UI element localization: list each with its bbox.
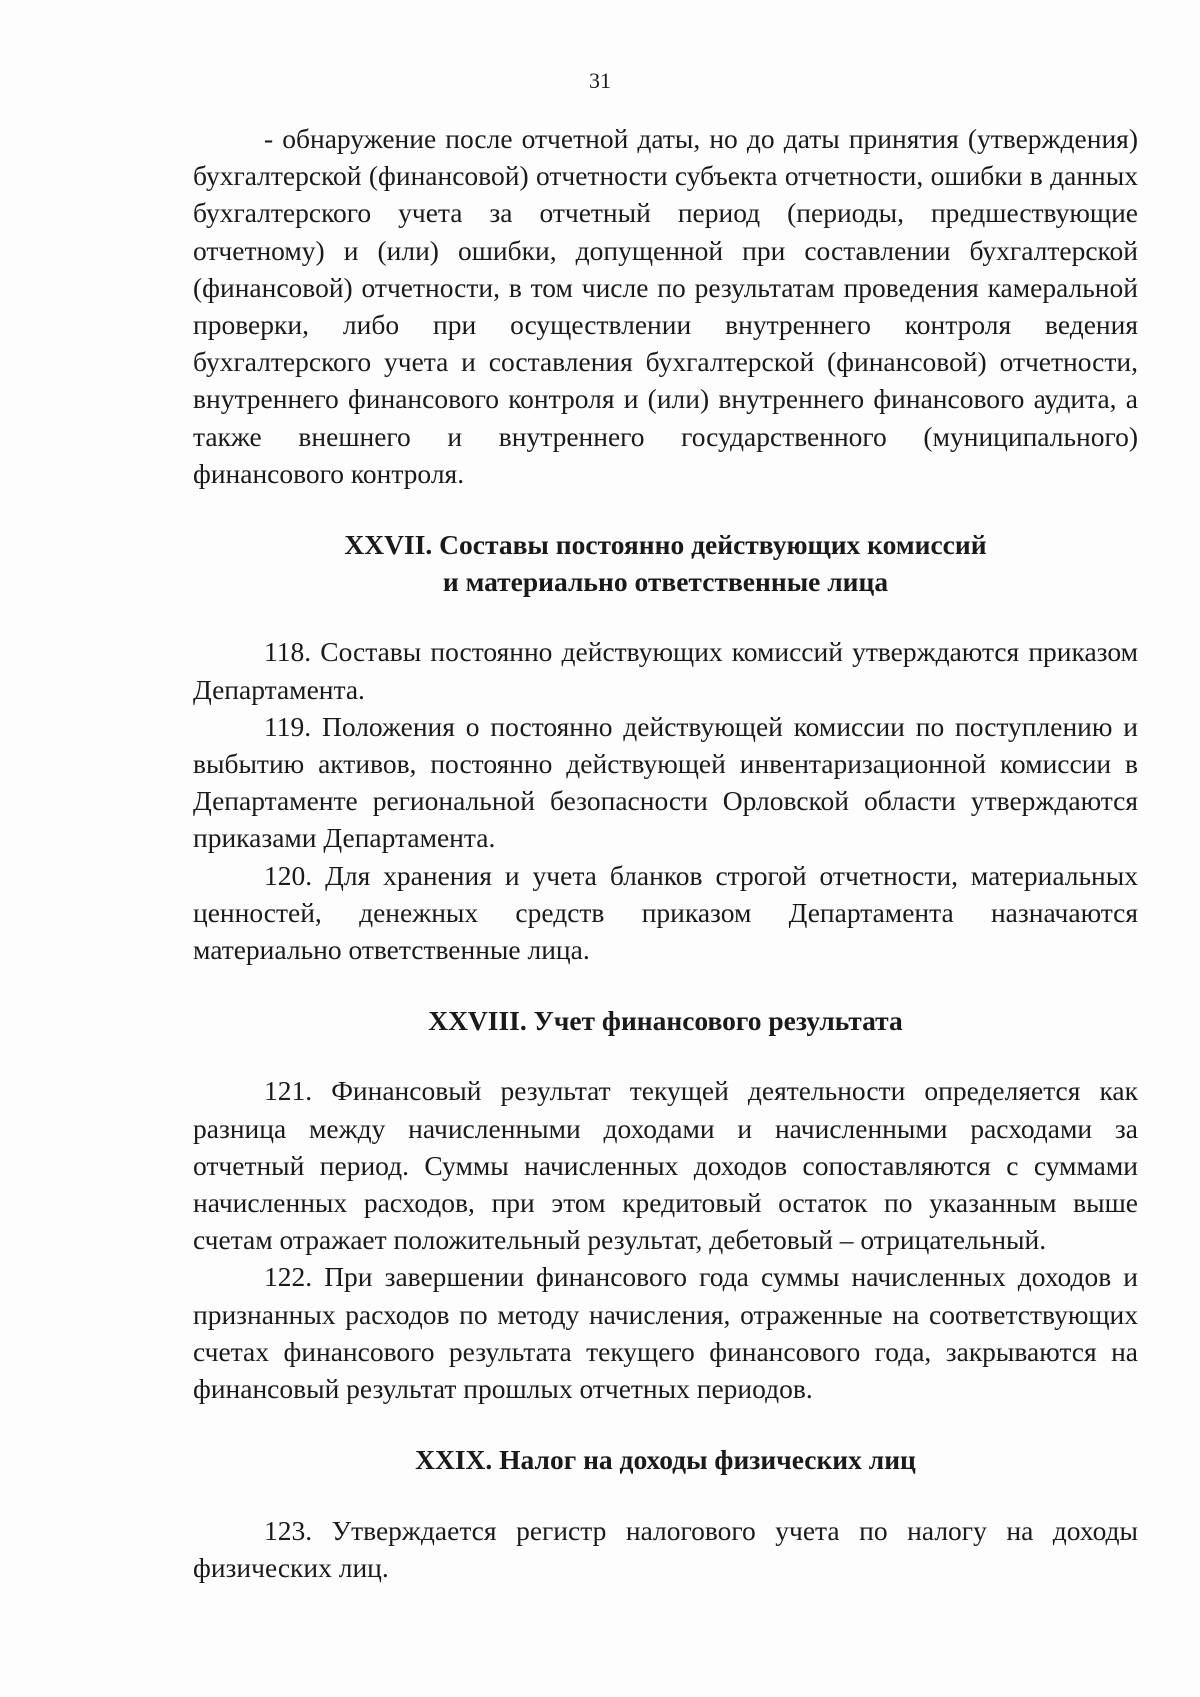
document-body xyxy=(193,120,1138,1586)
paragraph-123: 123. Утверждается регистр налогового учета по налогу на доходы физических лиц. xyxy=(193,1514,1138,1583)
paragraph-121: 121. Финансовый результат текущей деятельности определяется как разница между начисленными доходами и начисленными расходами за отчетный период. Суммы начисленных доходов сопоставляются с суммами начисленных расходов, при этом кредитовый остаток по указанным выше счетам отражает положительный результат, дебетовый – отрицательный. xyxy=(193,1075,1138,1256)
page-number: 31 xyxy=(589,68,611,93)
section-heading-27 xyxy=(193,526,1138,600)
section-heading-29: XXIX. Налог на доходы физических лиц xyxy=(415,1444,916,1476)
paragraph-intro: - обнаружение после отчетной даты, но до даты принятия (утверждения) бухгалтерской (финансовой) отчетности субъекта отчетности, ошибки в данных бухгалтерского учета за отчетный период (периоды, предшествующие отчетному) и (или) ошибки, допущенной при составлении бухгалтерской (финансовой) отчетности, в том числе по результатам проведения камеральной проверки, либо при осуществлении внутреннего контроля ведения бухгалтерского учета и составления бухгалтерской (финансовой) отчетности, внутреннего финансового контроля и (или) внутреннего финансового аудита, а также внешнего и внутреннего государственного (муниципального) финансового контроля. xyxy=(193,123,1138,489)
section-heading-28: XXVIII. Учет финансового результата xyxy=(428,1005,903,1037)
section-heading-27-line1: XXVII. Составы постоянно действующих комиссий xyxy=(344,529,987,561)
paragraph-118: 118. Составы постоянно действующих комиссий утверждаются приказом Департамента. xyxy=(193,636,1138,705)
paragraph-122: 122. При завершении финансового года суммы начисленных доходов и признанных расходов по методу начисления, отраженные на соответствующих счетах финансового результата текущего финансового года, закрываются на финансовый результат прошлых отчетных периодов. xyxy=(193,1261,1138,1405)
paragraph-120: 120. Для хранения и учета бланков строгой отчетности, материальных ценностей, денежных средств приказом Департамента назначаются материально ответственные лица. xyxy=(193,859,1138,966)
paragraph-119: 119. Положения о постоянно действующей комиссии по поступлению и выбытию активов, постоянно действующей инвентаризационной комиссии в Департаменте региональной безопасности Орловской области утверждаются приказами Департамента. xyxy=(193,710,1138,854)
section-heading-27-line2: и материально ответственные лица xyxy=(442,566,889,598)
